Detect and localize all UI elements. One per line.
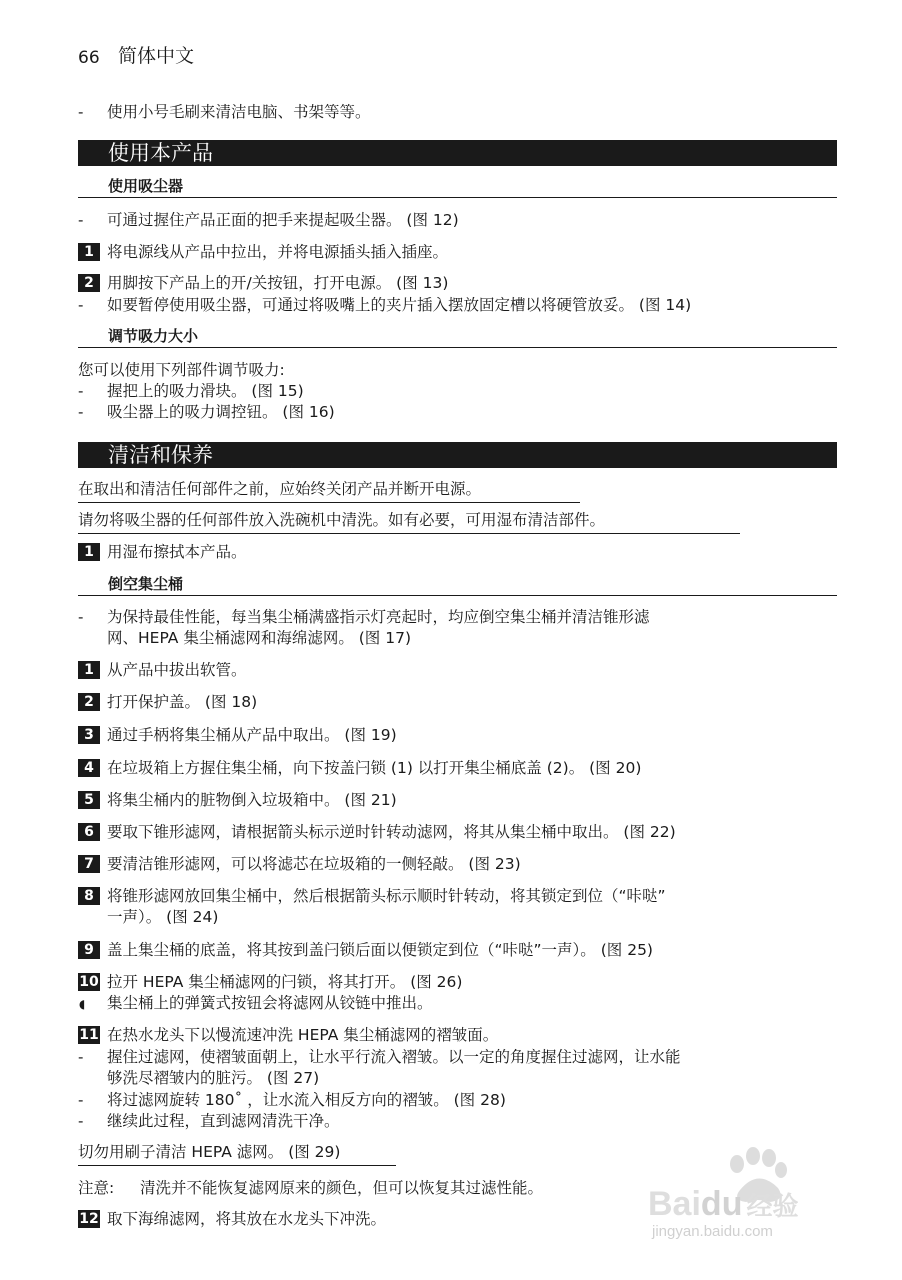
watermark-brand-right: 经验 — [746, 1191, 799, 1221]
subhead-adjust-suction: 调节吸力大小 — [78, 326, 837, 348]
subhead-empty-bin: 倒空集尘桶 — [78, 574, 837, 596]
step-number: 8 — [78, 887, 100, 905]
step-number: 1 — [78, 243, 100, 261]
step-text: 将集尘桶内的脏物倒入垃圾箱中。 (图 21) — [107, 791, 397, 809]
step-text: 拉开 HEPA 集尘桶滤网的闩锁，将其打开。 (图 26) — [107, 973, 463, 991]
watermark-brand-left: Bai — [648, 1185, 701, 1223]
step-number: 9 — [78, 941, 100, 959]
bullet-dash: - — [78, 608, 84, 626]
bullet-suction-knob: 吸尘器上的吸力调控钮。 (图 16) — [107, 403, 335, 421]
page-number: 66 — [78, 48, 100, 68]
step-number: 1 — [78, 543, 100, 561]
step-text: 在热水龙头下以慢流速冲洗 HEPA 集尘桶滤网的褶皱面。 — [107, 1026, 499, 1044]
watermark-brand-mid: du — [700, 1185, 743, 1223]
step-text-continued: 一声）。 (图 24) — [107, 908, 219, 926]
result-text: 集尘桶上的弹簧式按钮会将滤网从铰链中推出。 — [107, 994, 433, 1012]
bullet-hold-filter-cont: 够洗尽褶皱内的脏污。 (图 27) — [107, 1069, 320, 1087]
step-text: 要取下锥形滤网，请根据箭头标示逆时针转动滤网，将其从集尘桶中取出。 (图 22) — [107, 823, 676, 841]
bullet-dash: - — [78, 296, 84, 314]
bullet-performance-1: 为保持最佳性能，每当集尘桶满盛指示灯亮起时，均应倒空集尘桶并清洁锥形滤 — [107, 608, 650, 626]
step-text: 将电源线从产品中拉出，并将电源插头插入插座。 — [107, 243, 449, 261]
step-number: 10 — [79, 974, 99, 990]
bullet-hold-filter: 握住过滤网，使褶皱面朝上，让水平行流入褶皱。以一定的角度握住过滤网，让水能 — [107, 1048, 681, 1066]
bullet-repeat: 继续此过程，直到滤网清洗干净。 — [107, 1112, 340, 1130]
bullet-suction-slider: 握把上的吸力滑块。 (图 15) — [107, 382, 304, 400]
step-text: 通过手柄将集尘桶从产品中取出。 (图 19) — [107, 726, 397, 744]
step-number: 1 — [78, 661, 100, 679]
bullet-lift: 可通过握住产品正面的把手来提起吸尘器。 (图 12) — [107, 211, 459, 229]
bullet-dash: - — [78, 403, 84, 421]
bullet-dash: - — [78, 1091, 84, 1109]
step-text: 在垃圾箱上方握住集尘桶，向下按盖闩锁 (1) 以打开集尘桶底盖 (2)。 (图 20) — [107, 759, 642, 777]
intro-bullet: 使用小号毛刷来清洁电脑、书架等等。 — [107, 103, 371, 121]
bullet-dash: - — [78, 1112, 84, 1130]
step-text: 盖上集尘桶的底盖，将其按到盖闩锁后面以便锁定到位（“咔哒”一声）。 (图 25) — [107, 941, 653, 959]
step-text: 要清洁锥形滤网，可以将滤芯在垃圾箱的一侧轻敲。 (图 23) — [107, 855, 521, 873]
bullet-dash: - — [78, 382, 84, 400]
note-label: 注意: — [78, 1179, 115, 1197]
step-text: 取下海绵滤网，将其放在水龙头下冲洗。 — [107, 1210, 387, 1228]
section-title-cleaning: 清洁和保养 — [78, 442, 837, 468]
watermark-url: jingyan.baidu.com — [652, 1223, 773, 1240]
bullet-dash: - — [78, 103, 84, 121]
warning-dishwasher: 请勿将吸尘器的任何部件放入洗碗机中清洗。如有必要，可用湿布清洁部件。 — [78, 510, 740, 534]
bullet-park: 如要暂停使用吸尘器，可通过将吸嘴上的夹片插入摆放固定槽以将硬管放妥。 (图 14) — [107, 296, 692, 314]
step-number: 11 — [79, 1027, 99, 1043]
bullet-dash: - — [78, 211, 84, 229]
suction-intro: 您可以使用下列部件调节吸力: — [78, 361, 285, 379]
baidu-watermark — [640, 1142, 850, 1242]
note-text: 清洗并不能恢复滤网原来的颜色，但可以恢复其过滤性能。 — [140, 1179, 544, 1197]
step-number: 6 — [78, 823, 100, 841]
step-number: 5 — [78, 791, 100, 809]
language-label: 简体中文 — [118, 45, 195, 67]
step-number: 4 — [78, 759, 100, 777]
step-text: 将锥形滤网放回集尘桶中，然后根据箭头标示顺时针转动，将其锁定到位（“咔哒” — [107, 887, 666, 905]
step-number: 3 — [78, 726, 100, 744]
step-text: 从产品中拔出软管。 — [107, 661, 247, 679]
result-arrow-icon: ◖ — [79, 997, 86, 1011]
step-number: 2 — [78, 693, 100, 711]
warning-unplug: 在取出和清洁任何部件之前，应始终关闭产品并断开电源。 — [78, 479, 580, 503]
bullet-dash: - — [78, 1048, 84, 1066]
step-number: 12 — [79, 1211, 99, 1227]
subhead-use-vacuum: 使用吸尘器 — [78, 176, 837, 198]
section-title-use: 使用本产品 — [78, 140, 837, 166]
step-text: 打开保护盖。 (图 18) — [107, 693, 258, 711]
step-number: 2 — [78, 274, 100, 292]
bullet-performance-2: 网、HEPA 集尘桶滤网和海绵滤网。 (图 17) — [107, 629, 412, 647]
warning-no-brush: 切勿用刷子清洁 HEPA 滤网。 (图 29) — [78, 1142, 396, 1166]
step-text: 用湿布擦拭本产品。 — [107, 543, 247, 561]
step-text: 用脚按下产品上的开/关按钮，打开电源。 (图 13) — [107, 274, 449, 292]
step-number: 7 — [78, 855, 100, 873]
bullet-rotate-filter: 将过滤网旋转 180˚ ，让水流入相反方向的褶皱。 (图 28) — [107, 1091, 506, 1109]
